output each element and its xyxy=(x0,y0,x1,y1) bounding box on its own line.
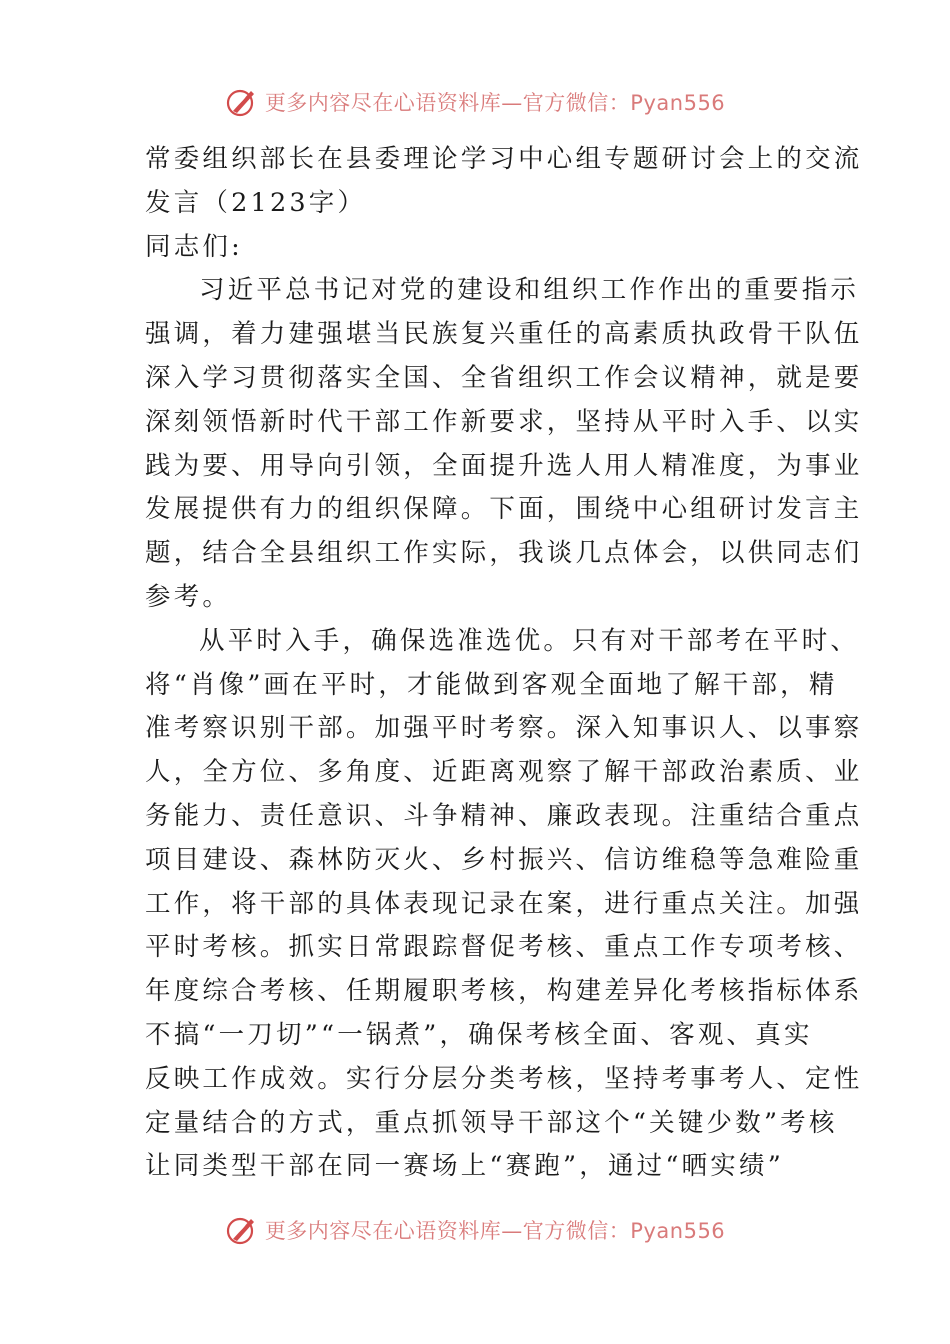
text-line: 深入学习贯彻落实全国、全省组织工作会议精神，就是要 xyxy=(145,362,863,393)
text-line: 发言（2123字） xyxy=(145,187,367,218)
text-line: 践为要、用导向引领，全面提升选人用人精准度，为事业 xyxy=(145,450,863,481)
text-line: 务能力、责任意识、斗争精神、廉政表现。注重结合重点 xyxy=(145,800,863,831)
text-line: 常委组织部长在县委理论学习中心组专题研讨会上的交流 xyxy=(145,144,863,174)
text-line: 题，结合全县组织工作实际，我谈几点体会，以供同志们 xyxy=(145,538,863,569)
text-line: 准考察识别干部。加强平时考察。深入知事识人、以事察 xyxy=(145,713,863,744)
watermark-footer xyxy=(0,1210,950,1250)
text-line: 让同类型干部在同一赛场上“赛跑”，通过“晒实绩” xyxy=(145,1151,784,1182)
watermark-text: 更多内容尽在心语资料库—官方微信：Pyan556 xyxy=(264,1219,726,1243)
text-line: 同志们: xyxy=(145,231,243,262)
watermark-text: 更多内容尽在心语资料库—官方微信：Pyan556 xyxy=(264,91,726,115)
watermark-header xyxy=(0,82,950,122)
quill-logo-icon xyxy=(225,1213,259,1247)
text-line: 工作，将干部的具体表现记录在案，进行重点关注。加强 xyxy=(145,888,863,919)
text-line: 强调，着力建强堪当民族复兴重任的高素质执政骨干队伍 xyxy=(145,319,863,350)
text-line: 不搞“一刀切”“一锅煮”，确保考核全面、客观、真实 xyxy=(145,1019,813,1050)
text-line: 项目建设、森林防灭火、乡村振兴、信访维稳等急难险重 xyxy=(145,844,863,875)
text-line: 将“肖像”画在平时，才能做到客观全面地了解干部，精 xyxy=(145,669,838,700)
text-line: 深刻领悟新时代干部工作新要求，坚持从平时入手、以实 xyxy=(145,406,863,437)
text-line: 发展提供有力的组织保障。下面，围绕中心组研讨发言主 xyxy=(145,494,863,525)
text-line: 习近平总书记对党的建设和组织工作作出的重要指示 xyxy=(199,275,860,306)
text-line: 人，全方位、多角度、近距离观察了解干部政治素质、业 xyxy=(145,757,863,788)
text-line: 从平时入手，确保选准选优。只有对干部考在平时、 xyxy=(199,625,860,656)
document-body xyxy=(145,138,863,1189)
text-line: 反映工作成效。实行分层分类考核，坚持考事考人、定性 xyxy=(145,1063,863,1094)
text-line: 年度综合考核、任期履职考核，构建差异化考核指标体系 xyxy=(145,976,863,1007)
text-line: 参考。 xyxy=(145,581,232,612)
quill-logo-icon xyxy=(225,85,259,119)
text-line: 平时考核。抓实日常跟踪督促考核、重点工作专项考核、 xyxy=(145,932,863,963)
text-line: 定量结合的方式，重点抓领导干部这个“关键少数”考核 xyxy=(145,1107,838,1138)
